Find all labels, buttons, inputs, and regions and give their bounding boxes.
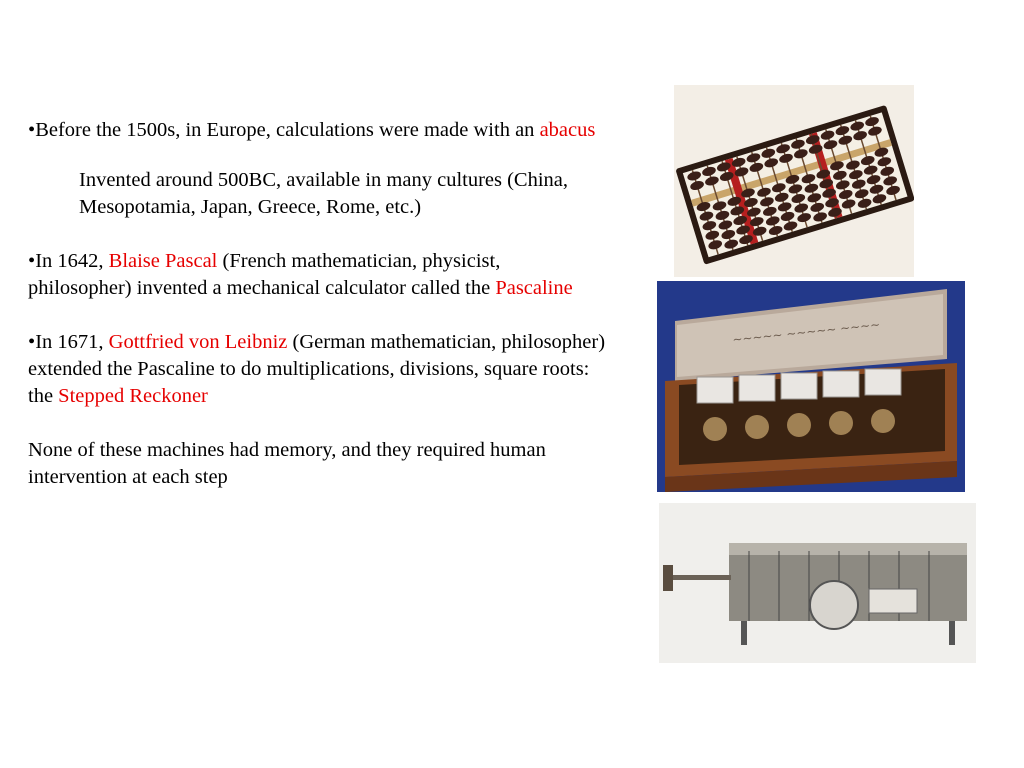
- paragraph-text: In 1671,: [35, 331, 109, 353]
- highlight-leibniz: Gottfried von Leibniz: [108, 331, 288, 353]
- paragraph-text: In 1642,: [35, 250, 109, 272]
- paragraph-leibniz: [28, 329, 608, 410]
- paragraph-text: (German mathematician, philosopher) extended the Pascaline to do multiplications, divisions, square roots: the: [28, 331, 606, 407]
- paragraph-abacus: [28, 117, 608, 144]
- svg-text:~~~~~ ~~~~~ ~~~~: ~~~~~ ~~~~~ ~~~~: [731, 317, 881, 347]
- slide-text: [28, 117, 608, 518]
- abacus-image: [674, 85, 914, 277]
- paragraph-text: Before the 1500s, in Europe, calculations were made with an: [35, 119, 540, 141]
- highlight-stepped-reckoner: Stepped Reckoner: [58, 385, 208, 407]
- paragraph-text: (French mathematician, physicist, philosopher) invented a mechanical calculator called the: [28, 250, 501, 299]
- bullet: •: [28, 250, 36, 272]
- bullet: •: [28, 119, 36, 141]
- paragraph-pascal: [28, 248, 608, 302]
- stepped-reckoner-image: [659, 503, 976, 663]
- pascaline-image: [657, 281, 965, 492]
- highlight-pascaline: Pascaline: [495, 277, 573, 299]
- paragraph-no-memory: None of these machines had memory, and they required human intervention at each step: [28, 439, 546, 488]
- highlight-abacus: abacus: [539, 119, 596, 141]
- bullet: •: [28, 331, 36, 353]
- highlight-blaise-pascal: Blaise Pascal: [108, 250, 218, 272]
- sub-paragraph-abacus-origin: Invented around 500BC, available in many cultures (China, Mesopotamia, Japan, Greece, Rome, etc.): [79, 169, 569, 218]
